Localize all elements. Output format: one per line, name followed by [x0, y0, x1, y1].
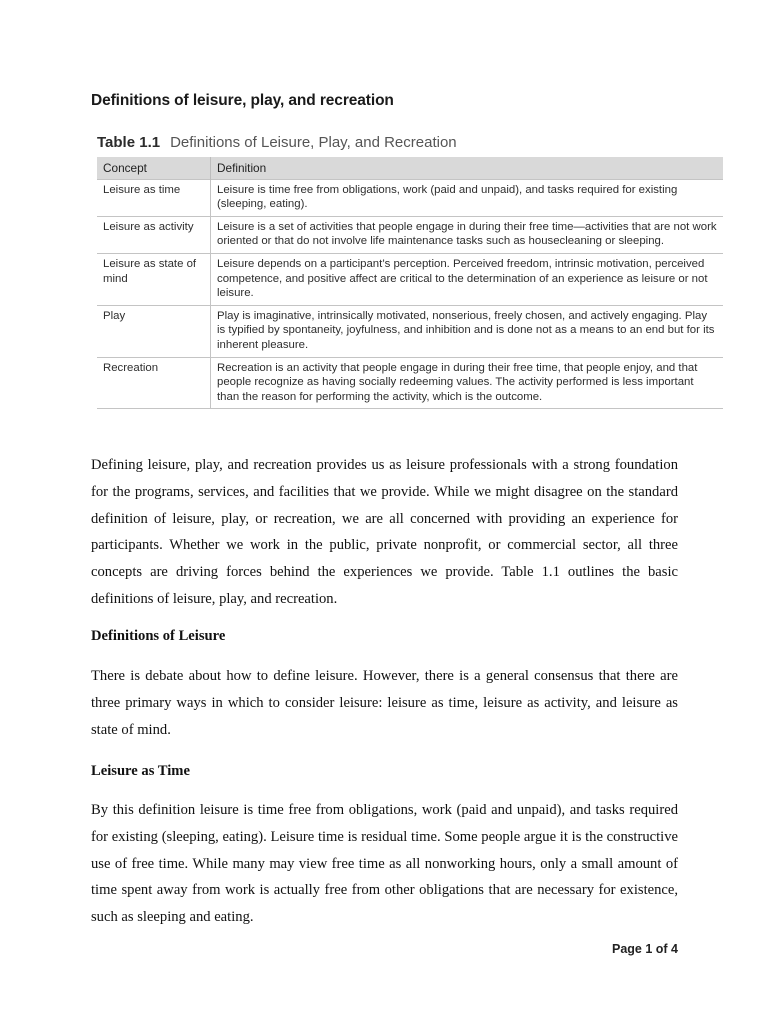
table-cell-definition: Leisure is time free from obligations, work (paid and unpaid), and tasks required for existing (sleeping, eating). [211, 179, 724, 216]
table-cell-definition: Leisure is a set of activities that people engage in during their free time—activities that are not work oriented or that do not involve life maintenance tasks such as housecleaning or sleeping. [211, 216, 724, 253]
table-cell-concept: Leisure as activity [97, 216, 211, 253]
paragraph-leisure-as-time: By this definition leisure is time free from obligations, work (paid and unpaid), and tasks required for existing (sleeping, eating). Leisure time is residual time. Some people argue it is the constructive use of free time. While many may view free time as all nonworking hours, only a small amount of time spent away from work is actually free from other obligations that are necessary for existence, such as sleeping and eating. [91, 802, 678, 926]
table-row [97, 216, 723, 253]
table-cell-concept: Play [97, 305, 211, 357]
heading-definitions-of-leisure: Definitions of Leisure [91, 628, 226, 644]
paragraph-intro: Defining leisure, play, and recreation provides us as leisure professionals with a strong foundation for the programs, services, and facilities that we provide. While we might disagree on the standard definition of leisure, play, or recreation, we are all concerned with providing an experience for participants. Whether we work in the public, private nonprofit, or commercial sector, all three concepts are driving forces behind the experiences we provide. Table 1.1 outlines the basic definitions of leisure, play, and recreation. [91, 457, 678, 607]
table-header-concept: Concept [97, 157, 211, 179]
table-cell-definition: Leisure depends on a participant’s perception. Perceived freedom, intrinsic motivation, perceived competence, and positive affect are critical to the determination of an experience as leisure or not leisure. [211, 253, 724, 305]
table-header-row [97, 157, 723, 179]
table-caption-text: Definitions of Leisure, Play, and Recreation [170, 134, 457, 151]
table-row [97, 357, 723, 409]
table-cell-concept: Recreation [97, 357, 211, 409]
definitions-table-figure [97, 134, 723, 409]
table-row [97, 179, 723, 216]
heading-leisure-as-time: Leisure as Time [91, 763, 190, 779]
page-number: Page 1 of 4 [612, 942, 678, 956]
definitions-table [97, 157, 723, 409]
table-cell-concept: Leisure as state of mind [97, 253, 211, 305]
table-row [97, 305, 723, 357]
table-cell-concept: Leisure as time [97, 179, 211, 216]
table-cell-definition: Recreation is an activity that people engage in during their free time, that people enjoy, and that people recognize as having socially redeeming values. The activity performed is less important than the reason for performing the activity, which is the outcome. [211, 357, 724, 409]
document-title: Definitions of leisure, play, and recreation [91, 92, 394, 109]
table-header-definition: Definition [211, 157, 724, 179]
table-caption [97, 134, 723, 151]
table-number: Table 1.1 [97, 134, 161, 151]
paragraph-definitions: There is debate about how to define leisure. However, there is a general consensus that there are three primary ways in which to consider leisure: leisure as time, leisure as activity, and leisure as state of mind. [91, 668, 678, 738]
table-cell-definition: Play is imaginative, intrinsically motivated, nonserious, freely chosen, and actively engaging. Play is typified by spontaneity, joyfulness, and inhibition and is done not as a means to an end but for its inherent pleasure. [211, 305, 724, 357]
table-row [97, 253, 723, 305]
